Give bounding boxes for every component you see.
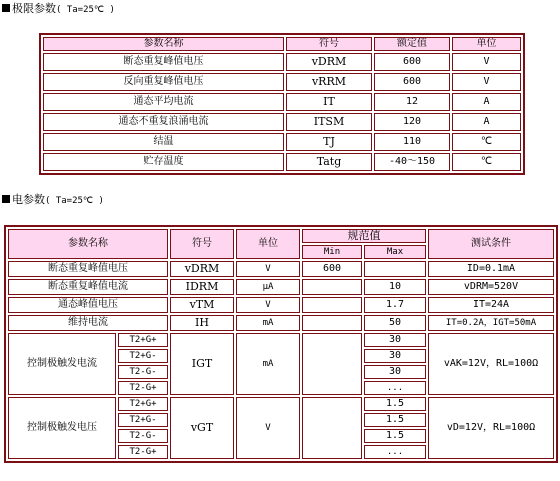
quadrant-label: T2+G+: [118, 333, 168, 347]
param-unit: A: [452, 113, 521, 131]
param-unit: ℃: [452, 133, 521, 151]
param-symbol: Tatg: [286, 153, 372, 171]
param-min: [302, 315, 362, 331]
param-max: 30: [364, 333, 426, 347]
param-symbol: TJ: [286, 133, 372, 151]
header-name: 参数名称: [43, 37, 284, 51]
param-unit: mA: [236, 333, 300, 395]
electrical-table: [4, 225, 558, 463]
header-rated-value: 额定值: [374, 37, 450, 51]
header-max: Max: [364, 245, 426, 259]
param-test: IT=24A: [428, 297, 554, 313]
param-unit: A: [452, 93, 521, 111]
param-min: [302, 397, 362, 459]
param-name: 反向重复峰值电压: [43, 73, 284, 91]
param-min: [302, 279, 362, 295]
param-name: 维持电流: [8, 315, 168, 331]
param-symbol: ITSM: [286, 113, 372, 131]
header-spec-value: 规范值: [302, 229, 426, 243]
header-name: 参数名称: [8, 229, 168, 259]
electrical-header-row-1: [8, 229, 554, 243]
table-row: [8, 297, 554, 313]
param-max: [364, 261, 426, 277]
param-symbol: vRRM: [286, 73, 372, 91]
param-value: -40～150: [374, 153, 450, 171]
param-symbol: vDRM: [170, 261, 234, 277]
quadrant-label: T2-G+: [118, 445, 168, 459]
param-name: 断态重复峰值电压: [8, 261, 168, 277]
table-row: [43, 53, 521, 71]
param-max: 30: [364, 349, 426, 363]
param-max: 10: [364, 279, 426, 295]
param-name: 断态重复峰值电流: [8, 279, 168, 295]
param-max: 1.7: [364, 297, 426, 313]
param-min: [302, 333, 362, 395]
table-row: [8, 261, 554, 277]
param-value: 12: [374, 93, 450, 111]
table-row: [8, 279, 554, 295]
param-value: 600: [374, 53, 450, 71]
param-symbol: vDRM: [286, 53, 372, 71]
section-title-limits: [2, 2, 115, 17]
param-value: 600: [374, 73, 450, 91]
param-unit: μA: [236, 279, 300, 295]
param-min: 600: [302, 261, 362, 277]
section-title-text: 电参数: [12, 193, 45, 206]
param-max: ...: [364, 381, 426, 395]
param-symbol: IGT: [170, 333, 234, 395]
param-max: ...: [364, 445, 426, 459]
param-test: ID=0.1mA: [428, 261, 554, 277]
param-name: 控制极触发电流: [8, 333, 116, 395]
param-max: 30: [364, 365, 426, 379]
table-row: [43, 153, 521, 171]
param-test: vD=12V，RL=100Ω: [428, 397, 554, 459]
table-row: [8, 397, 554, 411]
param-max: 1.5: [364, 413, 426, 427]
param-value: 110: [374, 133, 450, 151]
table-row: [43, 113, 521, 131]
header-unit: 单位: [236, 229, 300, 259]
quadrant-label: T2-G-: [118, 365, 168, 379]
header-test-condition: 测试条件: [428, 229, 554, 259]
param-unit: V: [236, 297, 300, 313]
param-value: 120: [374, 113, 450, 131]
header-unit: 单位: [452, 37, 521, 51]
table-row: [43, 133, 521, 151]
quadrant-label: T2-G-: [118, 429, 168, 443]
section-title-text: 极限参数: [12, 2, 56, 15]
square-bullet-icon: [2, 4, 10, 12]
param-name: 控制极触发电压: [8, 397, 116, 459]
param-name: 断态重复峰值电压: [43, 53, 284, 71]
param-name: 通态不重复浪涌电流: [43, 113, 284, 131]
table-row: [8, 315, 554, 331]
table-row: [43, 93, 521, 111]
quadrant-label: T2-G+: [118, 381, 168, 395]
param-name: 贮存温度: [43, 153, 284, 171]
limits-header-row: [43, 37, 521, 51]
param-unit: V: [236, 261, 300, 277]
param-unit: mA: [236, 315, 300, 331]
quadrant-label: T2+G-: [118, 413, 168, 427]
section-condition: ( Ta=25℃ ): [56, 5, 115, 15]
quadrant-label: T2+G+: [118, 397, 168, 411]
table-row: [8, 333, 554, 347]
limits-table: [39, 33, 525, 175]
square-bullet-icon: [2, 195, 10, 203]
param-name: 结温: [43, 133, 284, 151]
param-symbol: IDRM: [170, 279, 234, 295]
param-unit: V: [236, 397, 300, 459]
param-test: vDRM=520V: [428, 279, 554, 295]
param-unit: ℃: [452, 153, 521, 171]
param-max: 1.5: [364, 397, 426, 411]
header-symbol: 符号: [170, 229, 234, 259]
param-unit: V: [452, 53, 521, 71]
param-min: [302, 297, 362, 313]
table-row: [43, 73, 521, 91]
param-unit: V: [452, 73, 521, 91]
section-condition: ( Ta=25℃ ): [45, 196, 104, 206]
param-test: IT=0.2A，IGT=50mA: [428, 315, 554, 331]
param-symbol: vGT: [170, 397, 234, 459]
param-test: vAK=12V，RL=100Ω: [428, 333, 554, 395]
quadrant-label: T2+G-: [118, 349, 168, 363]
param-symbol: vTM: [170, 297, 234, 313]
param-symbol: IH: [170, 315, 234, 331]
param-name: 通态平均电流: [43, 93, 284, 111]
param-name: 通态峰值电压: [8, 297, 168, 313]
header-min: Min: [302, 245, 362, 259]
header-symbol: 符号: [286, 37, 372, 51]
section-title-electrical: [2, 193, 104, 208]
param-max: 50: [364, 315, 426, 331]
param-max: 1.5: [364, 429, 426, 443]
param-symbol: IT: [286, 93, 372, 111]
